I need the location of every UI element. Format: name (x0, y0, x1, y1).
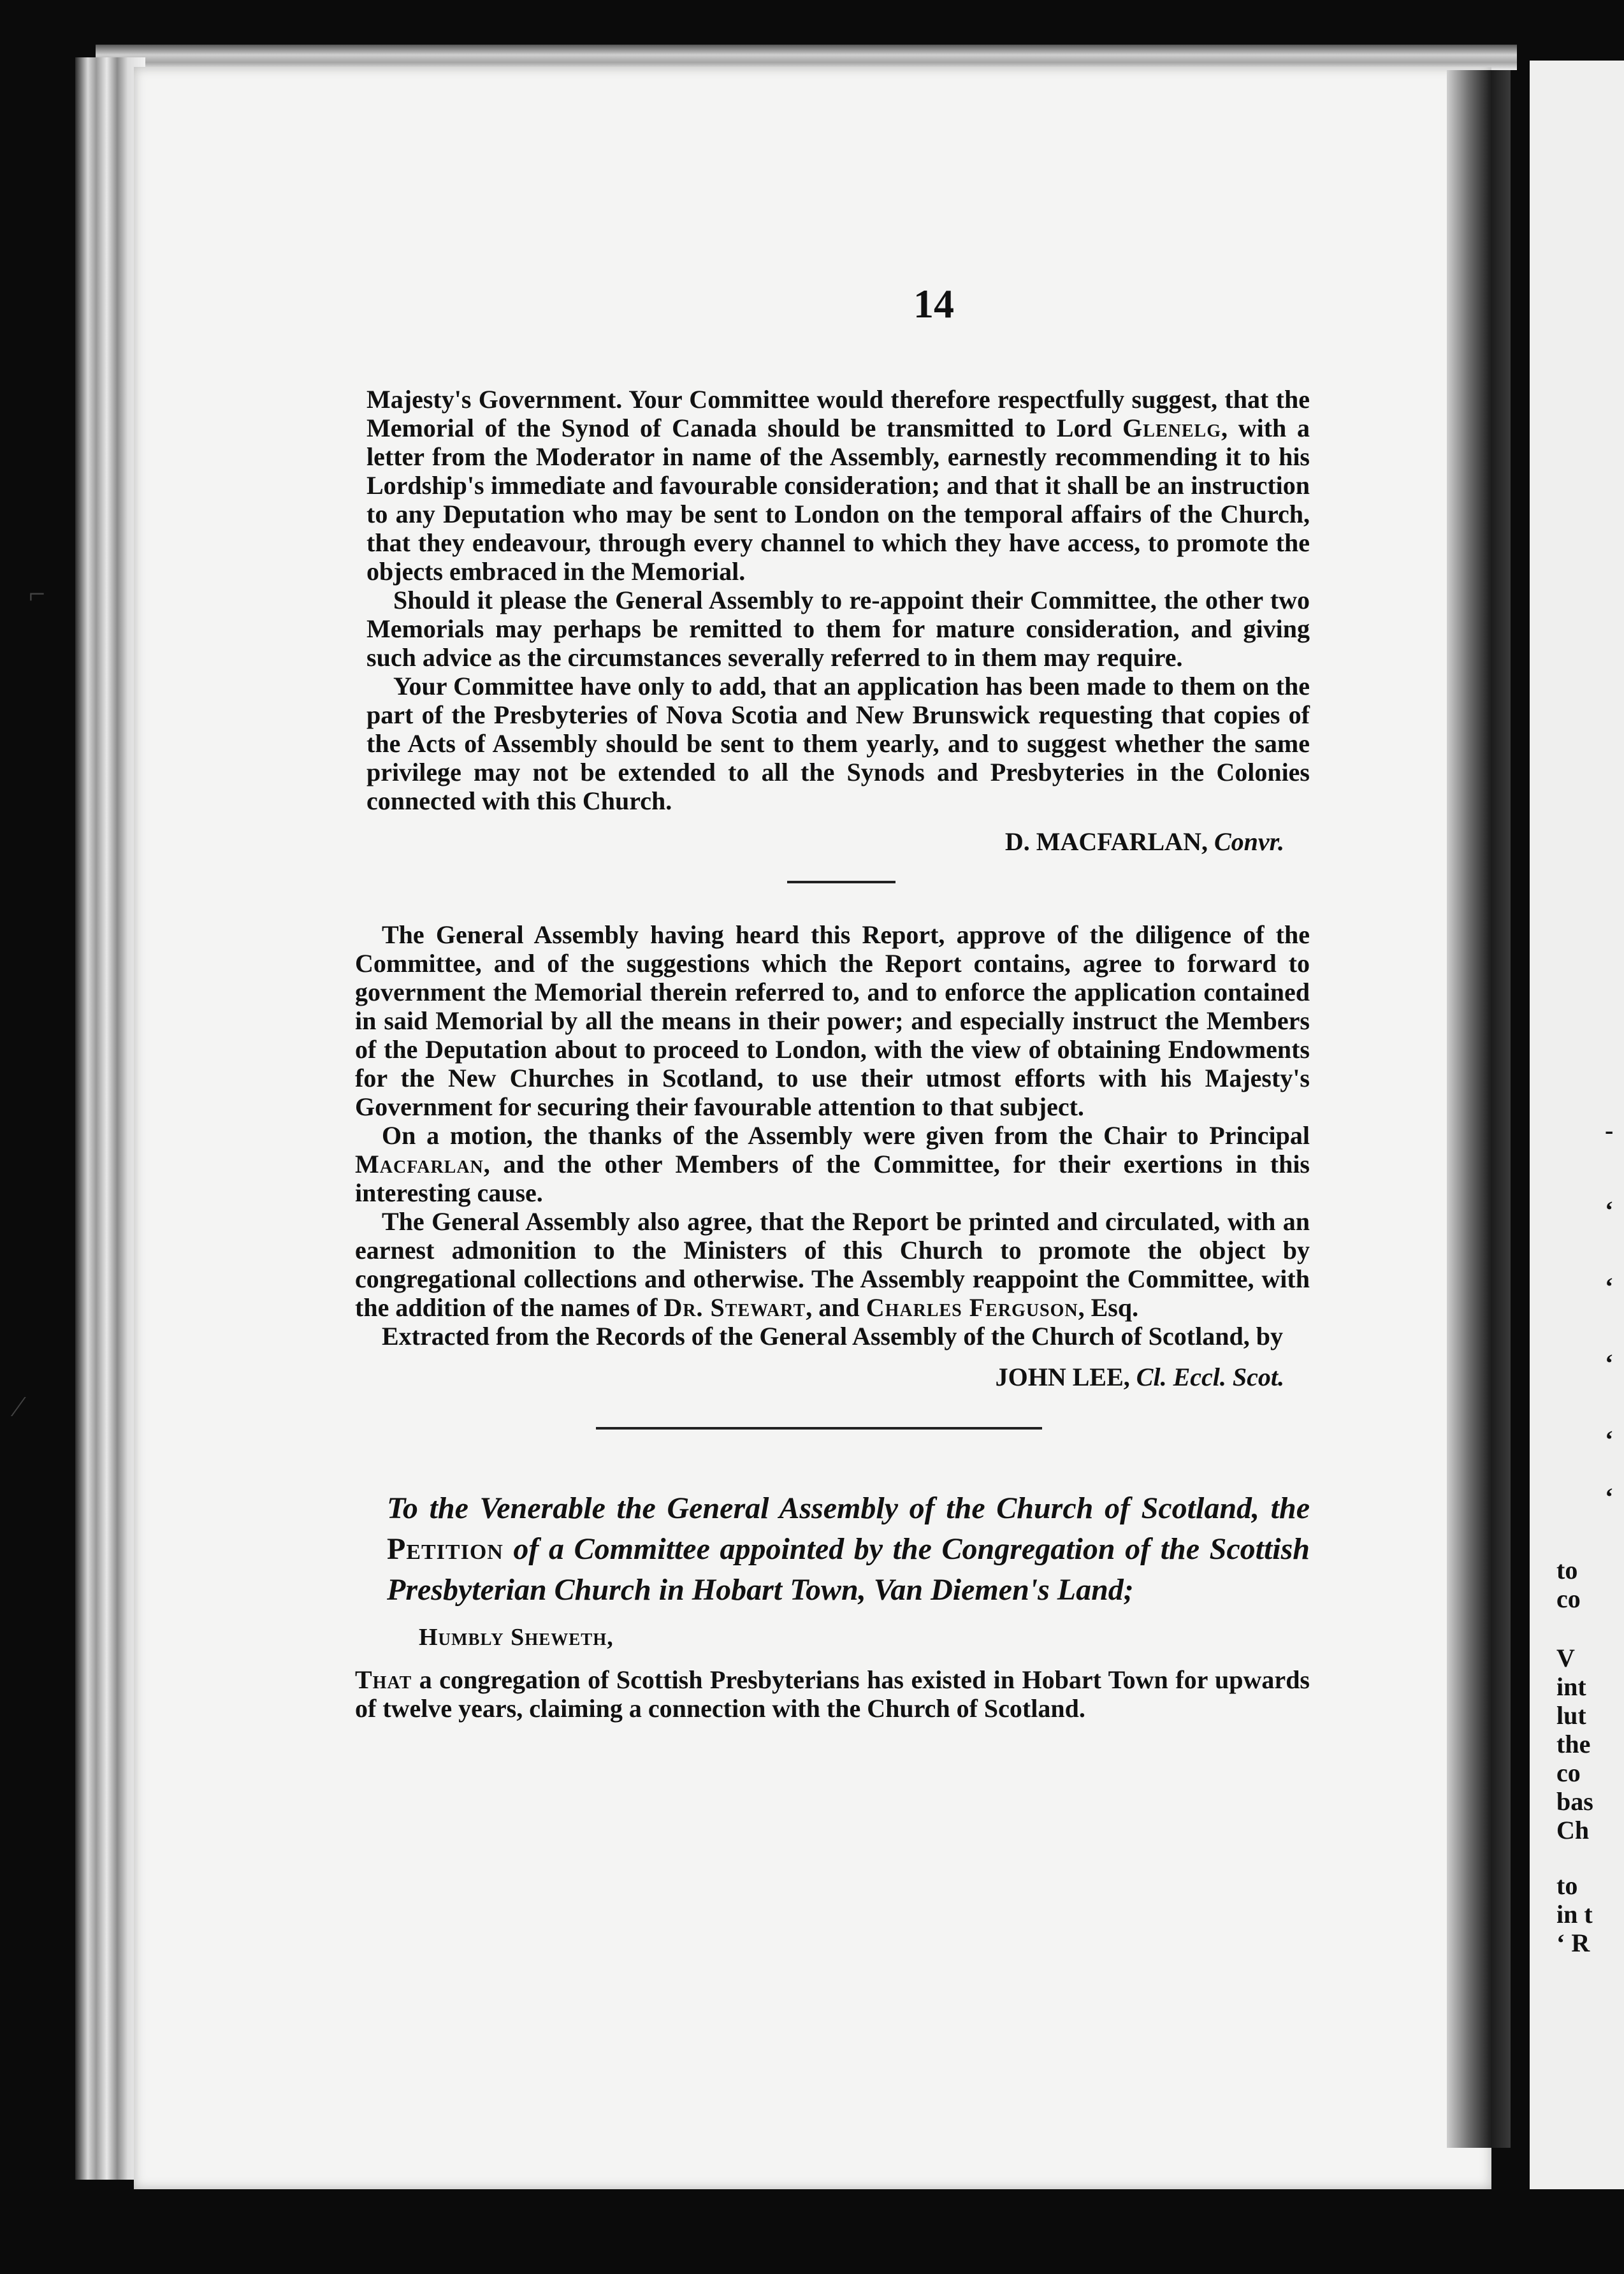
committee-report (366, 385, 1310, 857)
text-run: Extracted from the Records of the General Assembly of the Church of Scotland, by (382, 1322, 1283, 1351)
petition-body-text: a congregation of Scottish Presbyterians has existed in Hobart Town for upwards of twelve years, claiming a connection with the Church of Scotland. (355, 1665, 1310, 1723)
facing-page-mark: - (1605, 1116, 1614, 1145)
text-run: The General Assembly also agree, that the Report be printed and circulated, with an earnest admonition to the Ministers of this Church to promote the object by congregational collections and otherwise. The Assembly reappoint the Committee, with the addition of the names of (355, 1207, 1310, 1322)
facing-page-mark: ‘ (1605, 1482, 1614, 1511)
small-caps-name: Macfarlan (355, 1150, 484, 1178)
text-run: , and (806, 1293, 866, 1322)
facing-page-fragment: co (1556, 1758, 1581, 1787)
address-part: of a Committee appointed by the Congregation of the Scottish Presbyterian Church in Hobart Town, Van Diemen's Land; (387, 1532, 1310, 1607)
facing-page-fragment: the (1556, 1730, 1591, 1758)
report-paragraph (366, 385, 1310, 586)
margin-mark: ⌐ (29, 577, 45, 610)
facing-page-mark: ‘ (1605, 1425, 1614, 1454)
signature-name: D. MACFARLAN, (1004, 827, 1208, 856)
signature-name: JOHN LEE, (995, 1363, 1130, 1391)
text-run: Your Committee have only to add, that an application has been made to them on the part of the Presbyteries of Nova Scotia and New Brunswick requesting that copies of the Acts of Assembly should be sent to them yearly, and to suggest whether the same privilege may not be extended to all the Synods and Presbyteries in the Colonies connected with this Church. (366, 672, 1310, 815)
text-run: , with a letter from the Moderator in name of the Assembly, earnestly recommending it to his Lordship's immediate and favourable consideration; and that it shall be an instruction to any Deputation who may be sent to London on the temporal affairs of the Church, that they endeavour, through every channel to which they have access, to promote the objects embraced in the Memorial. (366, 414, 1310, 586)
petition (355, 1488, 1310, 1723)
page-text (355, 280, 1310, 1723)
assembly-paragraph (355, 920, 1310, 1121)
small-caps-name: Glenelg (1122, 414, 1221, 442)
facing-page-fragment: lut (1556, 1701, 1586, 1730)
text-run: On a motion, the thanks of the Assembly were given from the Chair to Principal (382, 1121, 1310, 1150)
text-run: Majesty's Government. Your Committee would therefore respectfully suggest, that the Memorial of the Synod of Canada should be transmitted to Lord (366, 385, 1310, 442)
small-caps-name: Dr. Stewart (663, 1293, 806, 1322)
petition-body (355, 1665, 1310, 1723)
address-petition: Petition (387, 1532, 504, 1566)
facing-page-fragment: in t (1556, 1900, 1593, 1929)
assembly-paragraph (355, 1121, 1310, 1207)
facing-page-fragment: bas (1556, 1787, 1593, 1816)
facing-page-fragment: to (1556, 1871, 1578, 1900)
signature-title: Convr. (1214, 827, 1284, 856)
text-run: The General Assembly having heard this Report, approve of the diligence of the Committee, and of the suggestions which the Report contains, agree to forward to government the Memorial therein referred to, and to enforce the application contained in said Memorial by all the means in their power; and especially instruct the Members of the Deputation about to proceed to London, with the view of obtaining Endowments for the New Churches in Scotland, to use their utmost efforts with his Majesty's Government for securing their favourable attention to that subject. (355, 920, 1310, 1121)
assembly-paragraph (355, 1322, 1310, 1351)
section-divider (787, 881, 895, 883)
assembly-signature (355, 1362, 1284, 1392)
report-paragraph (366, 672, 1310, 815)
facing-page-mark: ‘ (1605, 1349, 1614, 1377)
petition-that: That (355, 1665, 412, 1694)
text-run: Should it please the General Assembly to re-appoint their Committee, the other two Memorials may perhaps be remitted to them for mature consideration, and giving such advice as the circumstances severally referred to in them may require. (366, 586, 1310, 672)
facing-page (1530, 61, 1624, 2189)
facing-page-fragment: to (1556, 1556, 1578, 1584)
facing-page-fragment: co (1556, 1584, 1581, 1613)
facing-page-mark: ‘ (1605, 1196, 1614, 1224)
book-gutter-shadow (1447, 70, 1511, 2148)
facing-page-fragment: Ch (1556, 1816, 1590, 1844)
small-caps-name: Charles Ferguson (866, 1293, 1078, 1322)
margin-mark: ⁄ (16, 1390, 21, 1423)
report-paragraph (366, 586, 1310, 672)
text-run: , Esq. (1078, 1293, 1139, 1322)
address-part: To the Venerable the General Assembly of the Church of Scotland, the (387, 1491, 1310, 1525)
section-divider (596, 1427, 1042, 1430)
facing-page-fragment: int (1556, 1672, 1586, 1701)
petition-sheweth: Humbly Sheweth, (419, 1624, 614, 1651)
petition-address (387, 1488, 1310, 1611)
signature-title: Cl. Eccl. Scot. (1136, 1363, 1284, 1391)
facing-page-fragment: V (1556, 1644, 1575, 1672)
report-signature (366, 827, 1284, 857)
assembly-paragraph (355, 1207, 1310, 1322)
book-top-edge (96, 45, 1517, 70)
facing-page-fragment: ‘ R (1556, 1929, 1590, 1957)
assembly-deliverance (355, 920, 1310, 1392)
facing-page-mark: ‘ (1605, 1272, 1614, 1301)
page-number: 14 (913, 281, 954, 326)
text-run: , and the other Members of the Committee, for their exertions in this interesting cause. (355, 1150, 1310, 1207)
